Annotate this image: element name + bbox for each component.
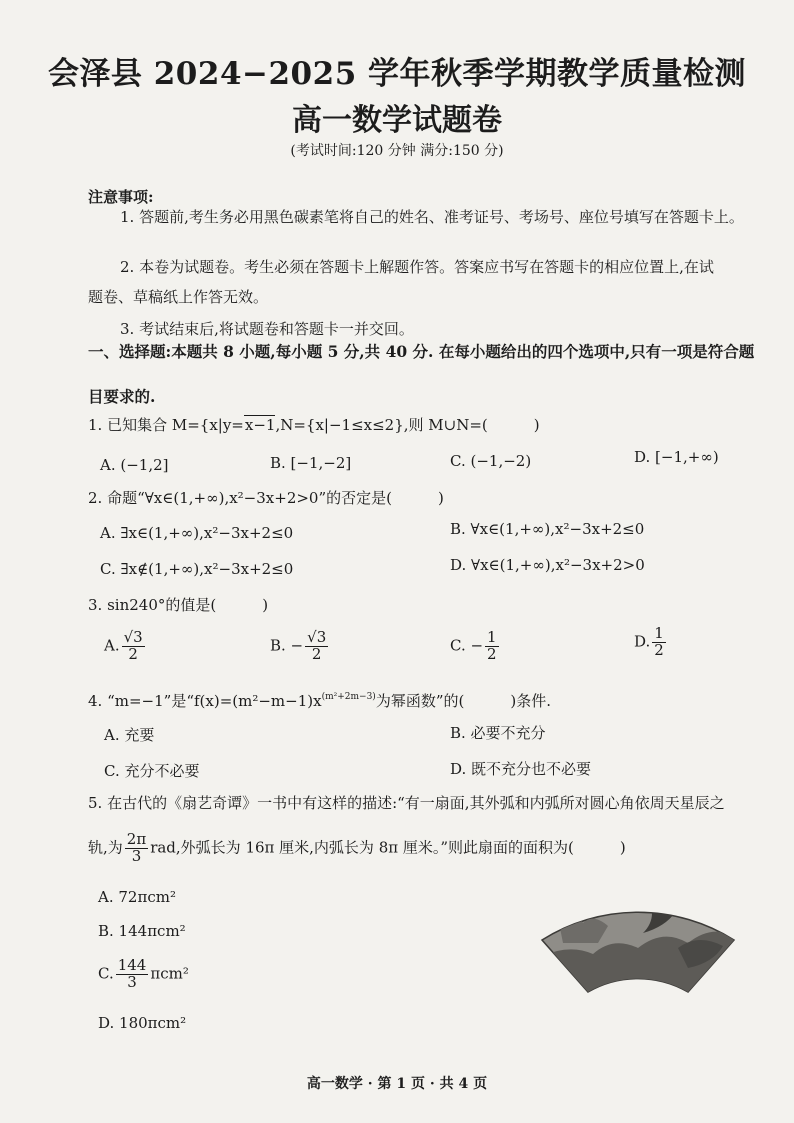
q1-option-b: B. [−1,−2] — [270, 454, 352, 472]
q1-option-a: A. (−1,2] — [100, 456, 169, 474]
question-5-stem-line1: 5. 在古代的《扇艺奇谭》一书中有这样的描述:“有一扇面,其外弧和内弧所对圆心角依周天星辰之 — [88, 794, 725, 812]
page-footer: 高一数学 · 第 1 页 · 共 4 页 — [306, 1076, 488, 1092]
q3-stem-text: 3. sin240°的值是( — [88, 596, 217, 614]
q2-option-b: B. ∀x∈(1,+∞),x²−3x+2≤0 — [450, 520, 645, 538]
notice-item-1: 1. 答题前,考生务必用黑色碳素笔将自己的姓名、准考证号、考场号、座位号填写在答题卡上。 — [120, 208, 744, 226]
q3-option-c-fraction: $\frac{1}{2}$ — [487, 628, 497, 663]
exam-info: (考试时间:120 分钟 满分:150 分) — [290, 143, 504, 159]
q1-close: ) — [533, 416, 540, 434]
q1-option-d: D. [−1,+∞) — [634, 448, 719, 466]
q2-close: ) — [438, 489, 444, 507]
question-2-stem — [88, 487, 444, 508]
exam-subtitle: 高一数学试题卷 — [292, 103, 502, 138]
question-1-stem — [88, 414, 540, 435]
section-1-heading: 一、选择题:本题共 8 小题,每小题 5 分,共 40 分. 在每小题给出的四个选项中,只有一项是符合题 — [88, 342, 755, 361]
q4-exponent: (m²+2m−3) — [321, 692, 376, 702]
q1-suffix: ,N={x|−1≤x≤2},则 M∪N=( — [275, 416, 488, 434]
q5-option-a: A. 72πcm² — [98, 888, 176, 906]
notice-item-3: 3. 考试结束后,将试题卷和答题卡一并交回。 — [120, 320, 414, 338]
q5-option-d: D. 180πcm² — [98, 1014, 187, 1032]
q4-option-b: B. 必要不充分 — [450, 724, 546, 742]
q4-option-d: D. 既不充分也不必要 — [450, 760, 592, 778]
q5-option-c-fraction: $\frac{144}{3}$ — [117, 956, 147, 991]
q5-angle-fraction: $\frac{2\pi}{3}$ — [126, 830, 147, 865]
exam-title: 会泽县 2024−2025 学年秋季学期教学质量检测 — [47, 56, 747, 92]
question-3-stem — [88, 594, 268, 615]
q3-close: ) — [262, 596, 269, 614]
question-4-stem: 4. “m=−1”是“$f(x)=(m^2-m-1)x^{(m^2+2m-3)}$为幂函数”的( )条件. — [88, 692, 551, 710]
q2-stem-text: 2. 命题“∀x∈(1,+∞),x²−3x+2>0”的否定是( — [88, 489, 392, 507]
fan-painting-image — [538, 888, 738, 998]
q3-option-d: D. $\frac{1}{2}$ — [634, 624, 664, 659]
q3-option-c: C. − $\frac{1}{2}$ — [450, 628, 497, 663]
section-1-heading-cont: 目要求的. — [88, 387, 156, 406]
q3-option-a: A. $\frac{√3}{2}$ — [104, 628, 143, 663]
q5-option-b: B. 144πcm² — [98, 922, 186, 940]
notice-item-2-line1: 2. 本卷为试题卷。考生必须在答题卡上解题作答。答案应书写在答题卡的相应位置上,在试 — [120, 258, 714, 276]
q3-option-d-fraction: $\frac{1}{2}$ — [654, 624, 664, 659]
notice-heading: 注意事项: — [88, 188, 154, 206]
q4-option-c: C. 充分不必要 — [104, 762, 200, 780]
q2-option-d: D. ∀x∈(1,+∞),x²−3x+2>0 — [450, 556, 645, 574]
q5-option-c: C. $\frac{144}{3}$ πcm² — [98, 956, 189, 991]
q3-option-a-fraction: $\frac{√3}{2}$ — [123, 628, 143, 663]
notice-item-2-line2: 题卷、草稿纸上作答无效。 — [88, 288, 269, 306]
q1-option-c: C. (−1,−2) — [450, 452, 532, 470]
q1-prefix: 1. 已知集合 M={x|y= — [88, 416, 244, 434]
question-5-stem-line2: 轨,为 $\frac{2\pi}{3}$ rad,外弧长为 16π 厘米,内弧长为 8π 厘米。”则此扇面的面积为( ) — [88, 830, 626, 865]
q3-option-b-fraction: $\frac{√3}{2}$ — [307, 628, 327, 663]
q2-option-c: C. ∃x∉(1,+∞),x²−3x+2≤0 — [100, 560, 294, 578]
q2-option-a: A. ∃x∈(1,+∞),x²−3x+2≤0 — [100, 524, 294, 542]
q1-sqrt: x−1 — [244, 416, 276, 434]
q4-option-a: A. 充要 — [104, 726, 155, 744]
q3-option-b: B. − $\frac{√3}{2}$ — [270, 628, 327, 663]
